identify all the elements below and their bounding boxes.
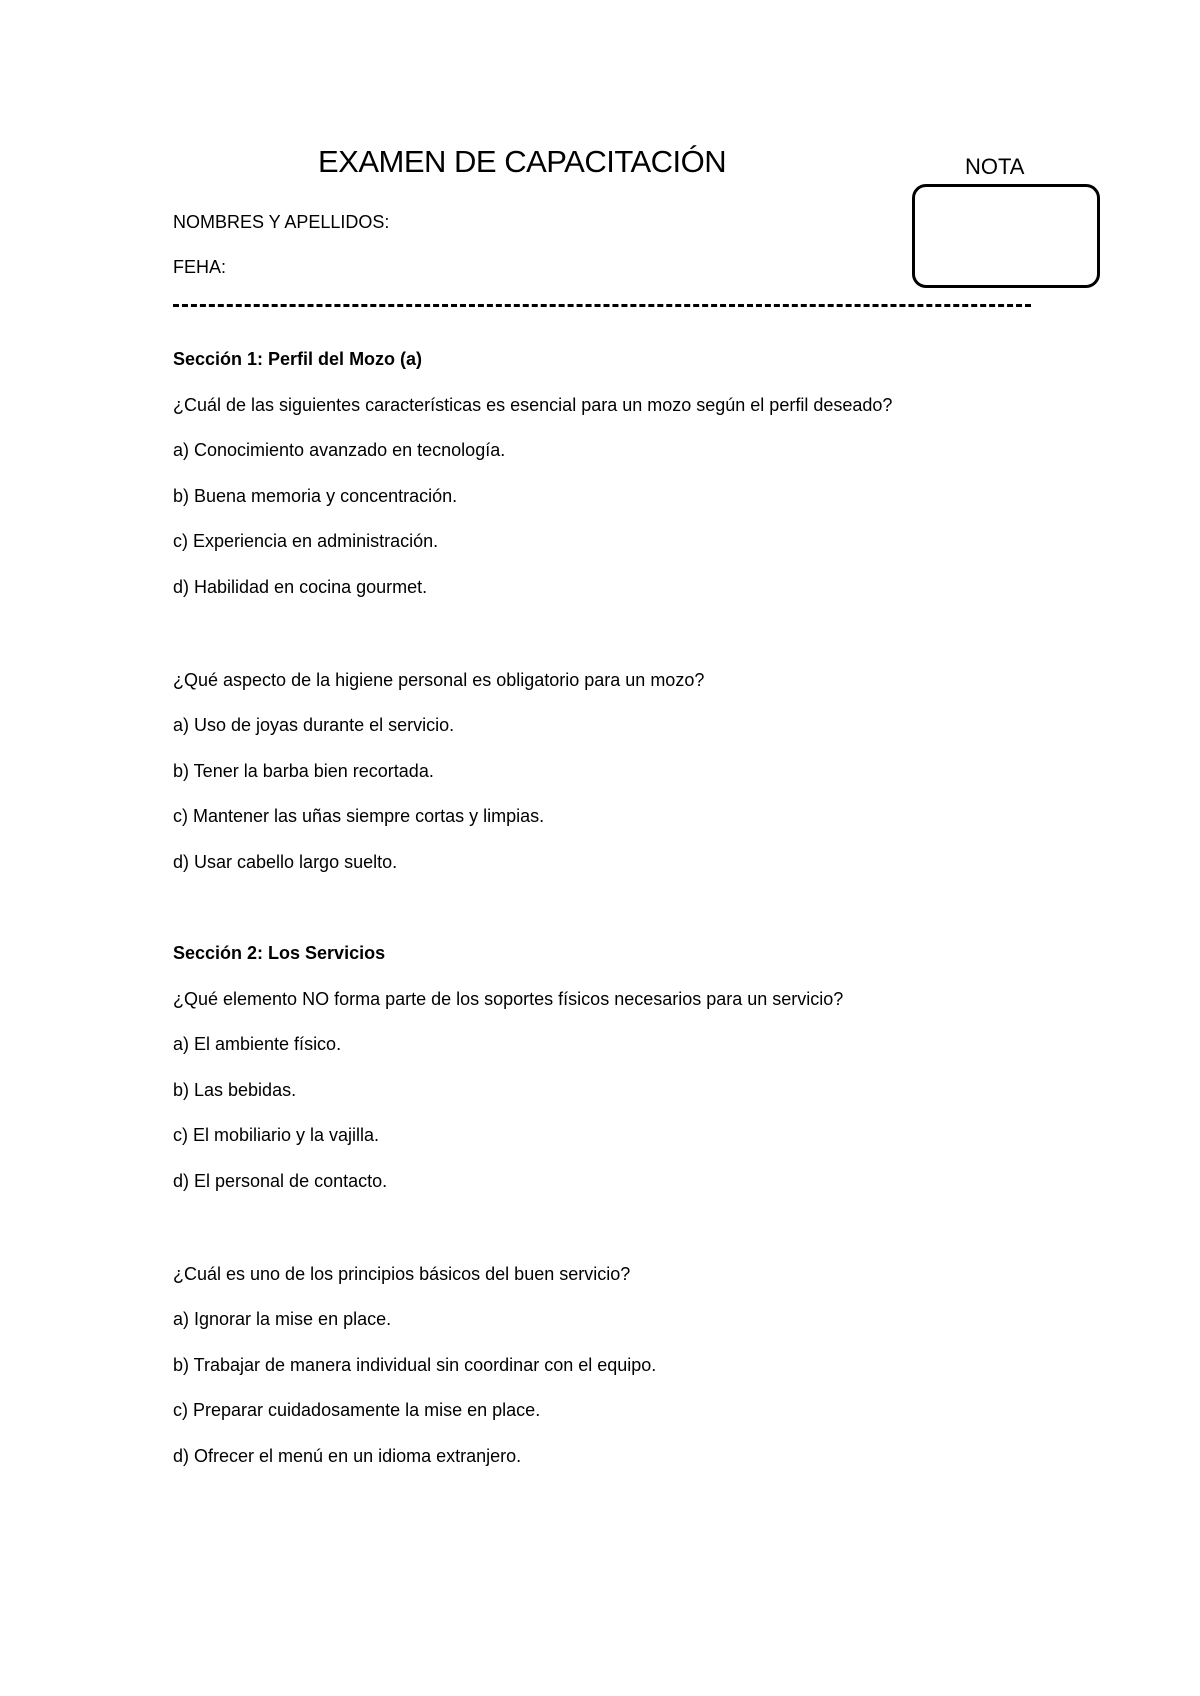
answer-option[interactable]: d) El personal de contacto. xyxy=(173,1171,388,1191)
answer-option[interactable]: a) Conocimiento avanzado en tecnología. xyxy=(173,440,506,460)
answer-option[interactable]: b) Buena memoria y concentración. xyxy=(173,486,458,506)
page-title: EXAMEN DE CAPACITACIÓN xyxy=(318,144,727,179)
answer-option[interactable]: c) Preparar cuidadosamente la mise en place. xyxy=(173,1400,541,1420)
answer-option[interactable]: a) El ambiente físico. xyxy=(173,1034,342,1054)
nota-score-box[interactable] xyxy=(912,184,1100,288)
answer-option[interactable]: a) Uso de joyas durante el servicio. xyxy=(173,715,455,735)
question-text: ¿Cuál de las siguientes características es esencial para un mozo según el perfil deseado? xyxy=(173,395,893,415)
section-title: Sección 2: Los Servicios xyxy=(173,943,386,963)
answer-option[interactable]: d) Habilidad en cocina gourmet. xyxy=(173,577,428,597)
answer-option[interactable]: d) Ofrecer el menú en un idioma extranjero. xyxy=(173,1446,522,1466)
answer-option[interactable]: c) Experiencia en administración. xyxy=(173,531,439,551)
nota-label: NOTA xyxy=(965,154,1025,179)
question-text: ¿Qué aspecto de la higiene personal es obligatorio para un mozo? xyxy=(173,670,705,690)
answer-option[interactable]: c) El mobiliario y la vajilla. xyxy=(173,1125,380,1145)
answer-option[interactable]: a) Ignorar la mise en place. xyxy=(173,1309,392,1329)
section-title: Sección 1: Perfil del Mozo (a) xyxy=(173,349,423,369)
date-label: FEHA: xyxy=(173,257,227,277)
answer-option[interactable]: b) Tener la barba bien recortada. xyxy=(173,761,434,781)
answer-option[interactable]: b) Las bebidas. xyxy=(173,1080,297,1100)
dashed-divider xyxy=(173,304,1031,307)
answer-option[interactable]: c) Mantener las uñas siempre cortas y limpias. xyxy=(173,806,545,826)
answer-option[interactable]: b) Trabajar de manera individual sin coordinar con el equipo. xyxy=(173,1355,657,1375)
question-text: ¿Qué elemento NO forma parte de los soportes físicos necesarios para un servicio? xyxy=(173,989,844,1009)
names-label: NOMBRES Y APELLIDOS: xyxy=(173,212,390,232)
answer-option[interactable]: d) Usar cabello largo suelto. xyxy=(173,852,398,872)
question-text: ¿Cuál es uno de los principios básicos del buen servicio? xyxy=(173,1264,631,1284)
